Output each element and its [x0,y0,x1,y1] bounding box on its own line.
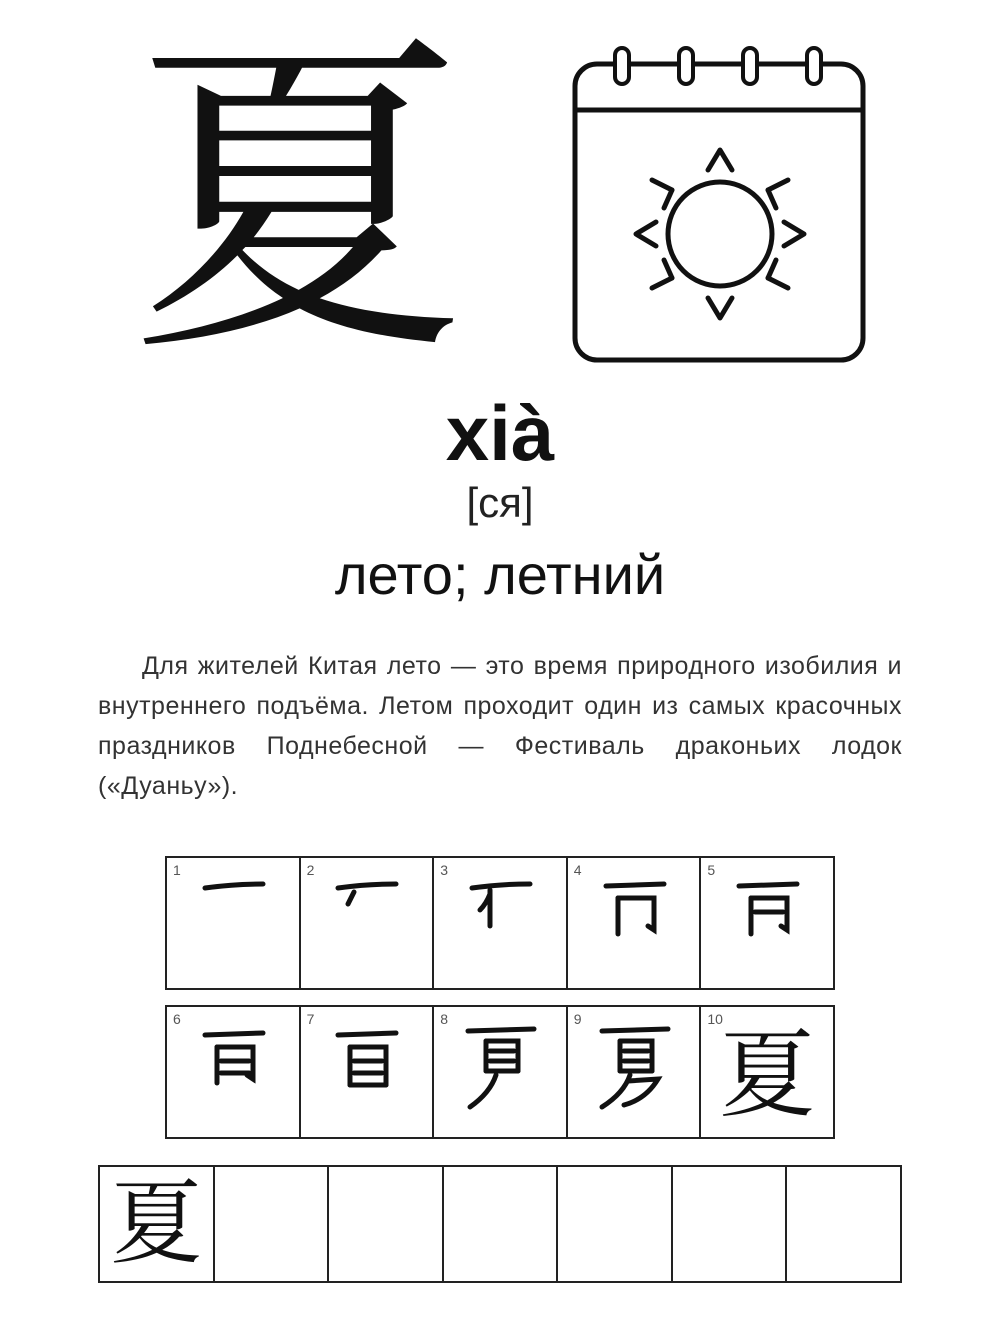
stroke-cell [701,858,835,988]
main-character: 夏 [130,7,466,397]
stroke-number: 10 [707,1011,723,1027]
stroke-cell [568,1007,702,1137]
description-paragraph: Для жителей Китая лето — это время природного изобилия и внутреннего подъёма. Летом проходит один из самых красочных праздников Поднебесной — Фестиваль драконьих лодок («Дуаньу»). [98,652,902,800]
stroke-step-glyph-final: 夏 [719,1019,816,1131]
calendar-sun-icon [570,42,870,366]
practice-sample-glyph: 夏 [110,1170,203,1277]
stroke-cell [167,1007,301,1137]
practice-cell-empty[interactable] [329,1167,444,1281]
stroke-step-glyph [301,1013,433,1137]
stroke-step-glyph [301,864,433,988]
pinyin: xià [445,389,555,477]
stroke-order-row-1 [165,856,835,990]
stroke-order-row-2 [165,1005,835,1139]
stroke-cell [167,858,301,988]
stroke-number: 1 [173,862,181,878]
stroke-number: 9 [573,1011,582,1027]
stroke-step-glyph [568,1013,700,1137]
stroke-step-glyph [167,1013,299,1137]
stroke-number: 4 [573,862,582,878]
stroke-cell [301,858,435,988]
stroke-cell [568,858,702,988]
stroke-step-glyph [568,864,700,988]
stroke-cell [434,1007,568,1137]
practice-cell-empty[interactable] [787,1167,902,1281]
stroke-number: 3 [440,862,448,878]
stroke-cell [701,1007,835,1137]
practice-cell-empty[interactable] [673,1167,788,1281]
stroke-step-glyph [167,864,299,988]
stroke-number: 6 [173,1011,181,1027]
practice-cell-sample [100,1167,215,1281]
transcription: [ся] [466,479,534,526]
translation: лето; летний [334,543,666,606]
stroke-cell [301,1007,435,1137]
practice-cell-empty[interactable] [444,1167,559,1281]
practice-cell-empty[interactable] [215,1167,330,1281]
stroke-step-glyph [434,1013,566,1137]
stroke-cell [434,858,568,988]
stroke-number: 8 [440,1011,448,1027]
stroke-number: 2 [306,862,315,878]
practice-grid [98,1165,902,1283]
practice-cell-empty[interactable] [558,1167,673,1281]
stroke-number: 7 [306,1011,315,1027]
stroke-step-glyph [434,864,566,988]
stroke-step-glyph [701,864,833,988]
stroke-number: 5 [707,862,716,878]
